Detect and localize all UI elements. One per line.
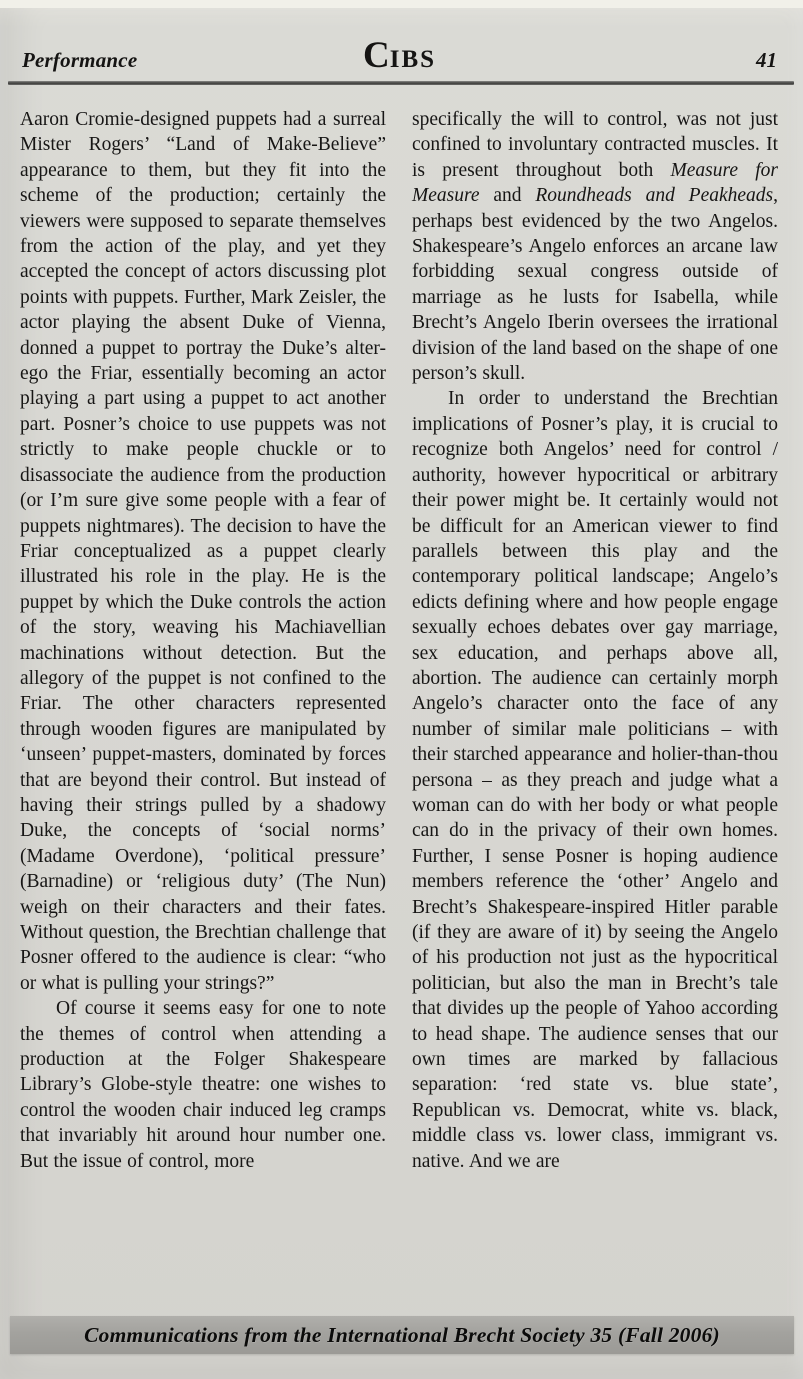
two-column-body — [0, 85, 803, 1174]
book-title: Measure for Measure — [412, 159, 778, 207]
journal-title-rest: IBS — [389, 46, 437, 73]
paragraph: Aaron Cromie-designed puppets had a surreal Mister Rogers’ “Land of Make-Believe” appearance to them, but they fit into the scheme of the production; certainly the viewers were supposed to separate themselves from the action of the play, and yet they accepted the concept of actors discussing plot points with puppets. Further, Mark Zeisler, the actor playing the absent Duke of Vienna, donned a puppet to portray the Duke’s alter-ego the Friar, essentially becoming an actor playing a part using a puppet to act another part. Posner’s choice to use puppets was not strictly to make people chuckle or to disassociate the audience from the production (or I’m sure give some people with a fear of puppets nightmares). The decision to have the Friar conceptualized as a puppet clearly illustrated his role in the play. He is the puppet by which the Duke controls the action of the story, weaving his Machiavellian machinations without detection. But the allegory of the puppet is not confined to the Friar. The other characters represented through wooden figures are manipulated by ‘unseen’ puppet-masters, dominated by forces that are beyond their control. But instead of having their strings pulled by a shadowy Duke, the concepts of ‘social norms’ (Madame Overdone), ‘political pressure’ (Barnadine) or ‘religious duty’ (The Nun) weigh on their characters and their fates. Without question, the Brechtian challenge that Posner offered to the audience is clear: “who or what is pulling your strings?” — [20, 109, 386, 994]
paragraph-text: specifically the will to control, was not just confined to involuntary contracted muscles. It is present throughout both — [412, 109, 778, 181]
left-column — [20, 107, 386, 1174]
paragraph: Of course it seems easy for one to note the themes of control when attending a production at the Folger Shakespeare Library’s Globe-style theatre: one wishes to control the wooden chair induced leg cramps that invariably hit around hour number one. But the issue of control, more — [20, 998, 386, 1172]
journal-title — [274, 34, 526, 77]
page-number: 41 — [756, 48, 778, 72]
running-header — [0, 0, 803, 79]
footer-text: Communications from the International Brecht Society 35 (Fall 2006) — [84, 1322, 720, 1347]
right-column — [412, 107, 778, 1174]
journal-title-initial: C — [362, 35, 390, 76]
paragraph-text: , perhaps best evidenced by the two Angelos. Shakespeare’s Angelo enforces an arcane law forbidding sexual congress outside of marriage as he lusts for Isabella, while Brecht’s Angelo Iberin oversees the irrational division of the land based on the shape of one person’s skull. — [412, 185, 779, 385]
running-head-section-title: Performance — [22, 48, 138, 72]
paragraph: In order to understand the Brechtian implications of Posner’s play, it is crucial to recognize both Angelos’ need for control / authority, however hypocritical or arbitrary their power might be. It certainly would not be difficult for an American viewer to find parallels between this play and the contemporary political landscape; Angelo’s edicts defining where and how people engage sexually echoes debates over gay marriage, sex education, and perhaps above all, abortion. The audience can certainly morph Angelo’s character onto the face of any number of similar male politicians – with their starched appearance and holier-than-thou persona – as they preach and judge what a woman can do with her body or what people can do in the privacy of their own homes. Further, I sense Posner is hoping audience members reference the ‘other’ Angelo and Brecht’s Shakespeare-inspired Hitler parable (if they are aware of it) by seeing the Angelo of his production not just as the hypocritical politician, but also the man in Brecht’s tale that divides up the people of Yahoo according to head shape. The audience senses that our own times are marked by fallacious separation: ‘red state vs. blue state’, Republican vs. Democrat, white vs. black, middle class vs. lower class, immigrant vs. native. And we are — [412, 388, 778, 1172]
book-title: Roundheads and Peakheads — [535, 185, 774, 207]
paragraph-text: and — [479, 185, 536, 207]
scan-edge-strip — [0, 0, 803, 8]
footer-banner — [10, 1316, 794, 1354]
paragraph — [412, 107, 778, 386]
